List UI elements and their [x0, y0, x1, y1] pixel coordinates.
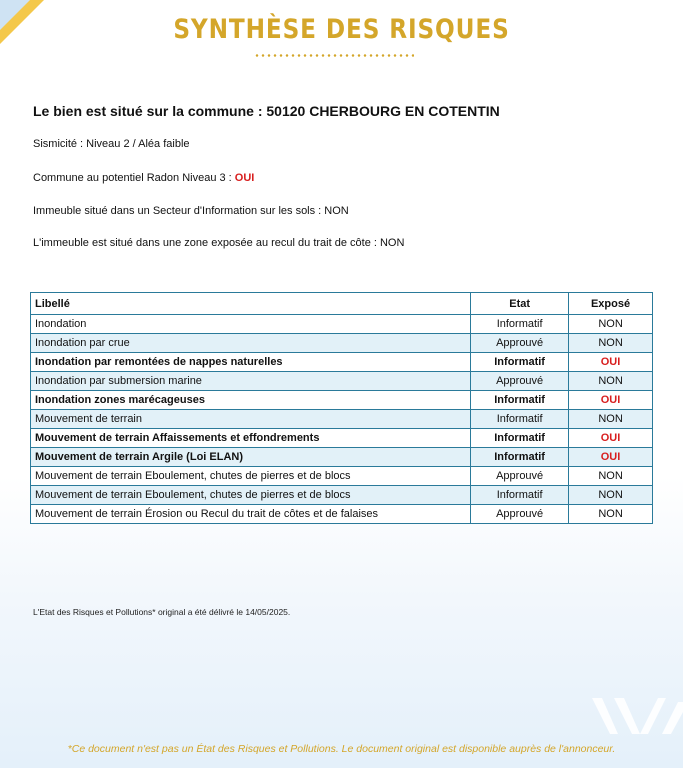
cell-expose: NON — [569, 486, 653, 505]
cell-expose: OUI — [569, 353, 653, 372]
cell-expose: NON — [569, 410, 653, 429]
header-etat: Etat — [471, 293, 569, 315]
header-expose: Exposé — [569, 293, 653, 315]
cell-libelle: Inondation par submersion marine — [31, 372, 471, 391]
corner-decoration-blue — [0, 0, 30, 30]
cell-etat: Informatif — [471, 486, 569, 505]
radon-line — [33, 172, 254, 184]
cell-expose: NON — [569, 505, 653, 524]
radon-label: Commune au potentiel Radon Niveau 3 : — [33, 172, 235, 184]
cell-etat: Informatif — [471, 315, 569, 334]
table-row — [31, 372, 653, 391]
cell-etat: Informatif — [471, 429, 569, 448]
table-row — [31, 391, 653, 410]
cell-expose: OUI — [569, 391, 653, 410]
cell-libelle: Mouvement de terrain Eboulement, chutes de pierres et de blocs — [31, 467, 471, 486]
table-row — [31, 353, 653, 372]
cell-libelle: Mouvement de terrain Eboulement, chutes de pierres et de blocs — [31, 486, 471, 505]
cell-libelle: Inondation — [31, 315, 471, 334]
brand-watermark-icon — [588, 692, 683, 740]
title-underline-dots — [254, 54, 414, 57]
cell-etat: Approuvé — [471, 334, 569, 353]
cell-etat: Informatif — [471, 410, 569, 429]
coast-line: L'immeuble est situé dans une zone exposée au recul du trait de côte : NON — [33, 237, 405, 249]
cell-libelle: Mouvement de terrain — [31, 410, 471, 429]
cell-expose: OUI — [569, 448, 653, 467]
cell-etat: Approuvé — [471, 467, 569, 486]
risks-table — [30, 292, 653, 524]
cell-expose: NON — [569, 315, 653, 334]
cell-etat: Informatif — [471, 448, 569, 467]
cell-libelle: Mouvement de terrain Érosion ou Recul du trait de côtes et de falaises — [31, 505, 471, 524]
table-row — [31, 505, 653, 524]
table-row — [31, 410, 653, 429]
table-row — [31, 315, 653, 334]
radon-value: OUI — [234, 172, 255, 184]
cell-expose: NON — [569, 372, 653, 391]
cell-libelle: Inondation par crue — [31, 334, 471, 353]
header-libelle: Libellé — [31, 293, 471, 315]
cell-libelle: Inondation par remontées de nappes naturelles — [31, 353, 471, 372]
seismicity-line: Sismicité : Niveau 2 / Aléa faible — [33, 138, 190, 150]
table-row — [31, 486, 653, 505]
table-header-row — [31, 293, 653, 315]
table-row — [31, 334, 653, 353]
cell-expose: OUI — [569, 429, 653, 448]
cell-libelle: Mouvement de terrain Affaissements et effondrements — [31, 429, 471, 448]
page-title: SYNTHÈSE DES RISQUES — [173, 14, 510, 45]
cell-etat: Approuvé — [471, 372, 569, 391]
footnote: L'Etat des Risques et Pollutions* original a été délivré le 14/05/2025. — [33, 607, 291, 617]
table-row — [31, 467, 653, 486]
cell-libelle: Mouvement de terrain Argile (Loi ELAN) — [31, 448, 471, 467]
disclaimer: *Ce document n'est pas un État des Risques et Pollutions. Le document original est disponible auprès de l'annonceur. — [67, 743, 616, 755]
commune-heading: Le bien est situé sur la commune : 50120 CHERBOURG EN COTENTIN — [33, 103, 500, 119]
sis-line: Immeuble situé dans un Secteur d'Information sur les sols : NON — [33, 205, 349, 217]
table-row — [31, 429, 653, 448]
cell-libelle: Inondation zones marécageuses — [31, 391, 471, 410]
cell-etat: Approuvé — [471, 505, 569, 524]
cell-etat: Informatif — [471, 391, 569, 410]
cell-etat: Informatif — [471, 353, 569, 372]
cell-expose: NON — [569, 467, 653, 486]
cell-expose: NON — [569, 334, 653, 353]
table-body — [31, 315, 653, 524]
table-row — [31, 448, 653, 467]
